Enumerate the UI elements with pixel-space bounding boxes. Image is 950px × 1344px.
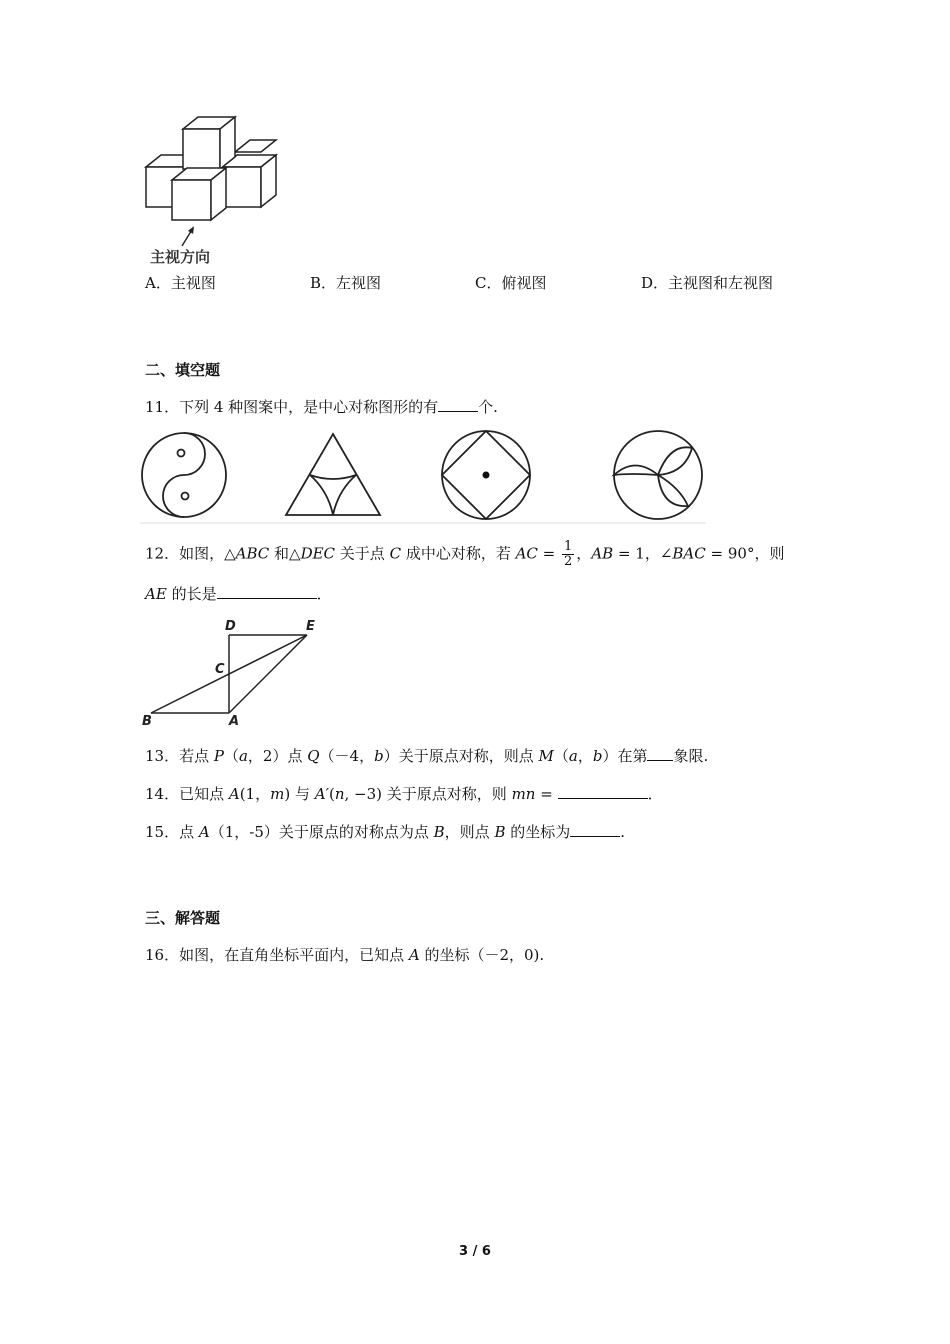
label-b: B [142,714,152,729]
option-c: C．俯视图 [475,274,547,292]
yin-yang-pattern [142,433,226,517]
triangle-figure [140,615,325,730]
question-12: 12．如图，△ABC 和△DEC 关于点 C 成中心对称，若 AC = $\frac{1}{2}$ ，AB = 1，∠BAC = 90°，则 [145,539,785,569]
pattern-figures [140,428,710,525]
section-title-solutions: 三、解答题 [145,909,221,927]
cube-figure [140,112,285,267]
center-dot [483,472,490,479]
question-12-line2: AE 的长是 ． [145,585,332,603]
option-d: D．主视图和左视图 [641,274,774,292]
answer-blank [647,746,673,761]
answer-blank [558,784,648,799]
answer-blank [570,822,620,837]
label-e: E [306,619,315,634]
option-b: B．左视图 [310,274,382,292]
petal-pattern [614,431,702,519]
answer-blank [438,397,478,412]
figure-caption: 主视方向 [150,248,211,266]
question-11: 11．下列 4 种图案中，是中心对称图形的有 个. [145,398,498,416]
fraction-one-half: $\frac{1}{2}$ [564,539,573,569]
answer-blank [217,584,317,599]
page-number: 3 / 6 [459,1244,491,1259]
triangle-pattern [286,434,380,515]
question-15: 15．点 A（1，-5）关于原点的对称点为点 B，则点 B 的坐标为 . [145,823,626,841]
section-title-fill-blank: 二、填空题 [145,361,221,379]
question-13: 13．若点 P（a，2）点 Q（－4，b）关于原点对称，则点 M（a，b）在第 象限. [145,747,709,765]
label-a: A [229,714,240,729]
question-16: 16．如图，在直角坐标平面内，已知点 A 的坐标（－2，0). [145,946,545,964]
label-d: D [225,619,236,634]
question-14: 14．已知点 A(1，m) 与 A′(n, −3) 关于原点对称，则 mn = ． [145,785,663,803]
label-c: C [215,662,225,677]
option-a: A．主视图 [145,274,216,292]
